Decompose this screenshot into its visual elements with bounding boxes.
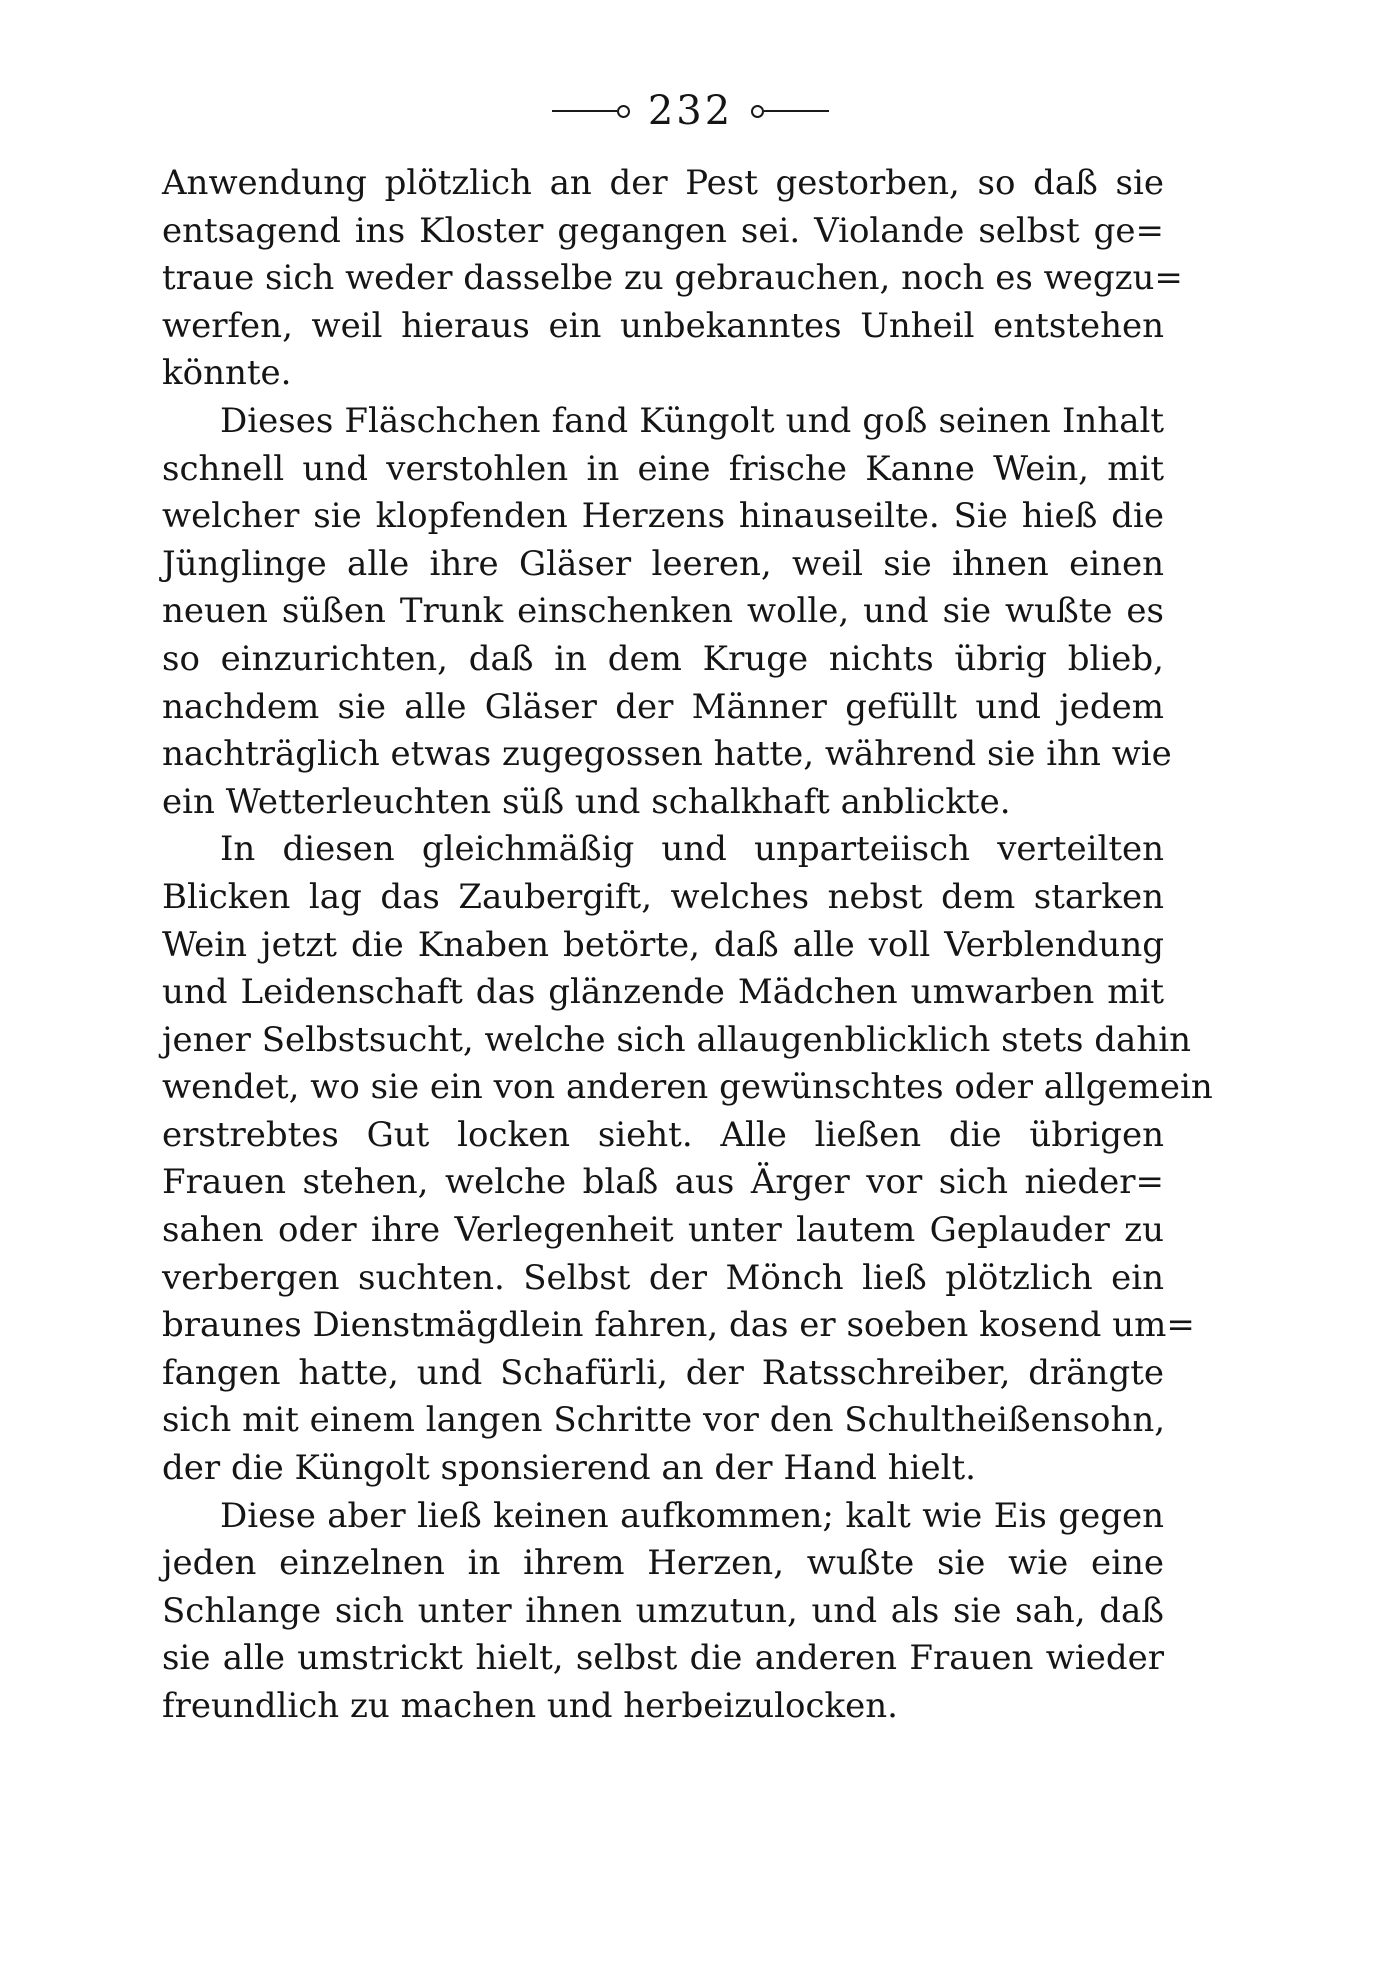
left-ornament-icon: [552, 105, 630, 118]
text-line: Blicken lag das Zaubergift, welches nebst dem starken: [162, 876, 1164, 917]
text-line: so einzurichten, daß in dem Kruge nichts übrig blieb,: [162, 638, 1164, 679]
text-line: Anwendung plötzlich an der Pest gestorben, so daß sie: [162, 163, 1164, 203]
text-line: nachdem sie alle Gläser der Männer gefüllt und jedem: [162, 686, 1164, 727]
text-line: jeden einzelnen in ihrem Herzen, wußte sie wie eine: [162, 1543, 1164, 1584]
text-line: nachträglich etwas zugegossen hatte, während sie ihn wie: [162, 734, 1172, 775]
text-line: der die Küngolt sponsierend an der Hand hielt.: [162, 1448, 976, 1489]
paragraph-1: [162, 160, 1183, 398]
text-line: werfen, weil hieraus ein unbekanntes Unheil entstehen: [162, 305, 1164, 346]
text-line: und Leidenschaft das glänzende Mädchen umwarben mit: [162, 972, 1164, 1013]
text-line: braunes Dienstmägdlein fahren, das er soeben kosend um=: [162, 1305, 1195, 1346]
text-line: erstrebtes Gut locken sieht. Alle ließen die übrigen: [162, 1114, 1164, 1155]
text-line: entsagend ins Kloster gegangen sei. Violande selbst ge=: [162, 210, 1164, 251]
text-line: verbergen suchten. Selbst der Mönch ließ plötzlich ein: [162, 1257, 1164, 1298]
text-line: ein Wetterleuchten süß und schalkhaft anblickte.: [162, 781, 1011, 822]
text-line: fangen hatte, und Schafürli, der Ratsschreiber, drängte: [162, 1352, 1164, 1393]
text-line: schnell und verstohlen in eine frische Kanne Wein, mit: [162, 448, 1164, 489]
text-line: könnte.: [162, 353, 292, 394]
text-line: Schlange sich unter ihnen umzutun, und als sie sah, daß: [162, 1590, 1164, 1631]
paragraph-3: [162, 826, 1213, 1492]
text-line: sahen oder ihre Verlegenheit unter lautem Geplauder zu: [162, 1210, 1164, 1251]
text-line: freundlich zu machen und herbeizulocken.: [162, 1686, 898, 1726]
text-line: Frauen stehen, welche blaß aus Ärger vor sich nieder=: [162, 1162, 1164, 1203]
text-line: Diese aber ließ keinen aufkommen; kalt wie Eis gegen: [220, 1495, 1164, 1536]
text-line: jener Selbstsucht, welche sich allaugenblicklich stets dahin: [162, 1019, 1191, 1060]
text-line: wendet, wo sie ein von anderen gewünschtes oder allgemein: [162, 1067, 1213, 1108]
text-line: Jünglinge alle ihre Gläser leeren, weil sie ihnen einen: [162, 543, 1164, 584]
page-number: 232: [647, 88, 734, 134]
text-line: In diesen gleichmäßig und unparteiisch verteilten: [220, 829, 1164, 870]
body-text: [162, 160, 1213, 1731]
text-line: Dieses Fläschchen fand Küngolt und goß seinen Inhalt: [220, 400, 1164, 441]
page-header: [0, 88, 1381, 134]
text-line: traue sich weder dasselbe zu gebrauchen, noch es wegzu=: [162, 258, 1183, 299]
right-ornament-icon: [751, 105, 829, 118]
text-line: neuen süßen Trunk einschenken wolle, und sie wußte es: [162, 591, 1164, 632]
text-line: welcher sie klopfenden Herzens hinauseilte. Sie hieß die: [162, 496, 1164, 537]
paragraph-2: [162, 398, 1172, 826]
text-line: sie alle umstrickt hielt, selbst die anderen Frauen wieder: [162, 1638, 1164, 1679]
text-line: sich mit einem langen Schritte vor den Schultheißensohn,: [162, 1400, 1166, 1441]
paragraph-4: [162, 1493, 1164, 1731]
text-line: Wein jetzt die Knaben betörte, daß alle voll Verblendung: [162, 924, 1164, 965]
